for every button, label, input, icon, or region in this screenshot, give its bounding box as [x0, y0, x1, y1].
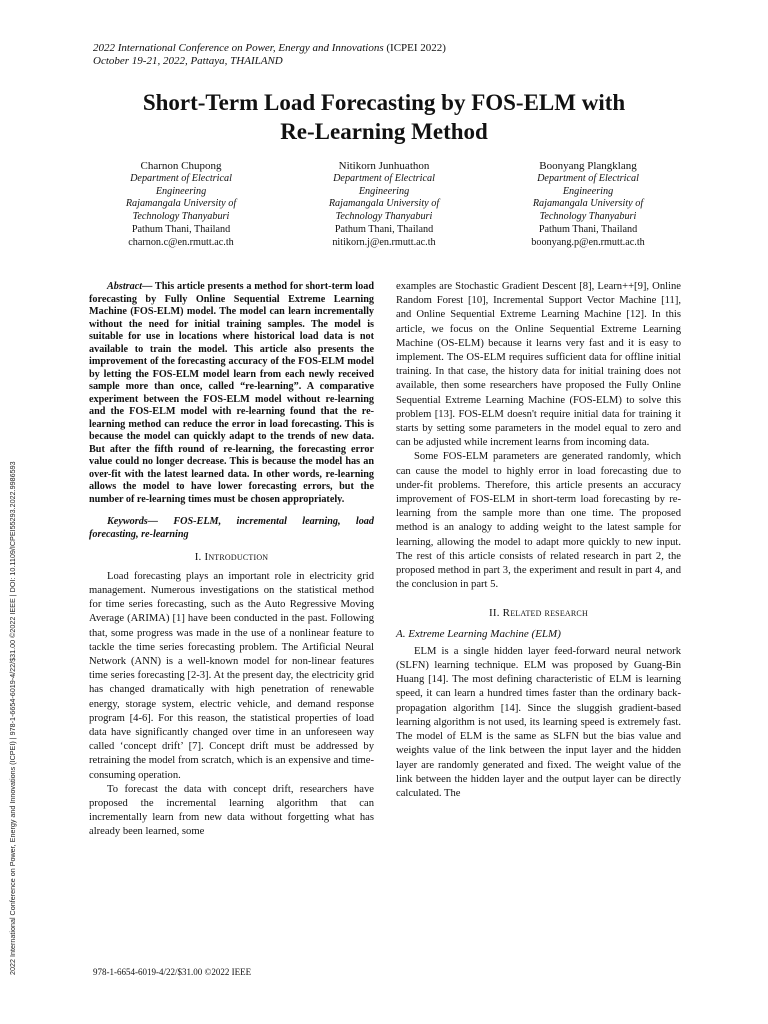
left-column	[89, 281, 374, 840]
right-column	[396, 280, 681, 801]
abstract-label: Abstract	[107, 281, 143, 292]
abstract-text: — This article presents a method for short-term load forecasting by Fully Online Sequential Extreme Learning Machine (FOS-ELM) model. The model can learn incrementally without the need for initial training samples. The model is suitable for use in locations where historical load data is not available to train the model. This article also presents the improvement of the forecasting accuracy of the FOS-ELM model by letting the FOS-ELM model learn from each newly received sample more than once, called “re-learning”. A comparative experiment between the FOS-ELM model without re-learning and the FOS-ELM model with re-learning found that the re-learning method can reduce the error in load forecasting. This is because the model can quickly adapt to the trends of new data. But after the fifth round of re-learning, the forecasting error value could no longer decrease. This is because the model has an over-fit with the latest learned data. In other words, re-learning allows the model to have lower forecasting errors, but the number of re-learning times must be chosen appropriately.	[89, 281, 374, 505]
author-dept-cont: Engineering	[358, 185, 410, 197]
conference-date-place: October 19-21, 2022, Pattaya, THAILAND	[93, 55, 283, 67]
paragraph: To forecast the data with concept drift, researchers have proposed the incremental learning algorithm that can incrementally learn from new data without forgetting what has already been learned, some	[89, 783, 374, 838]
author-dept: Department of Electrical	[537, 172, 639, 184]
author-city: Pathum Thani, Thailand	[334, 223, 434, 235]
author-dept-cont: Engineering	[155, 185, 207, 197]
conference-abbr: (ICPEI 2022)	[386, 42, 446, 54]
paragraph: Some FOS-ELM parameters are generated randomly, which can cause the model to highly error in load forecasting due to under-fit problems. Therefore, this article presents an accuracy improvement of FOS-ELM in short-term load forecasting by re-learning from the sample more than one time. The proposed method is an analogy to adding weight to the latest sample for learning, allowing the model to adapt more quickly to new input. The rest of this article consists of related research in part 2, the proposed method in part 3, the experiment and result in part 4, and the conclusion in part 5.	[396, 451, 681, 591]
author-email: boonyang.p@en.rmutt.ac.th	[531, 236, 645, 248]
author-univ: Rajamangala University of	[328, 198, 440, 210]
paper-title	[60, 88, 708, 146]
author-name: Charnon Chupong	[140, 160, 222, 172]
title-line-1: Short-Term Load Forecasting by FOS-ELM with	[142, 90, 626, 115]
keywords: Keywords— FOS-ELM, incremental learning, load forecasting, re-learning	[89, 516, 374, 540]
author-univ-cont: Technology Thanyaburi	[132, 211, 230, 223]
author-city: Pathum Thani, Thailand	[131, 223, 231, 235]
author-dept: Department of Electrical	[130, 172, 232, 184]
author-3	[503, 160, 673, 250]
author-city: Pathum Thani, Thailand	[538, 223, 638, 235]
copyright-footer: 978-1-6654-6019-4/22/$31.00 ©2022 IEEE	[93, 967, 252, 977]
author-univ: Rajamangala University of	[532, 198, 644, 210]
author-univ-cont: Technology Thanyaburi	[335, 211, 433, 223]
doi-sidebar: 2022 International Conference on Power, Energy and Innovations (ICPEI) | 978-1-6654-6019-4/22/$31.00 ©2022 IEEE | DOI: 10.1109/ICPEI55293.2022.9986593	[8, 461, 17, 975]
author-dept-cont: Engineering	[562, 185, 614, 197]
author-univ: Rajamangala University of	[125, 198, 237, 210]
author-2	[299, 160, 469, 250]
author-email: nitikorn.j@en.rmutt.ac.th	[332, 236, 436, 248]
author-1	[96, 160, 266, 250]
author-email: charnon.c@en.rmutt.ac.th	[128, 236, 234, 248]
author-dept: Department of Electrical	[333, 172, 435, 184]
author-univ-cont: Technology Thanyaburi	[539, 211, 637, 223]
paragraph: ELM is a single hidden layer feed-forward neural network (SLFN) learning technique. ELM was proposed by Guang-Bin Huang [14]. The most defining characteristic of ELM is learning speed, it can learn a hundred times faster than the ordinary back-propagation algorithm [14]. Since the sluggish gradient-based learning algorithm is not used, its learning speed is extremely fast. The model of ELM is the same as SLFN but the bias value and weights value of the link between the input layer and the hidden layer are randomly generated and fixed. The weight value of the link between the hidden layer and the output layer can be directly calculated. The	[396, 645, 681, 799]
subsection-heading-elm: A. Extreme Learning Machine (ELM)	[396, 627, 561, 640]
section-heading-introduction: I. Introduction	[194, 550, 269, 563]
section-heading-related-research: II. Related research	[489, 607, 588, 620]
title-line-2: Re-Learning Method	[280, 119, 488, 144]
abstract	[89, 281, 374, 506]
author-name: Nitikorn Junhuathon	[338, 160, 430, 172]
conference-header	[93, 42, 446, 68]
author-name: Boonyang Plangklang	[539, 160, 637, 172]
conference-name: 2022 International Conference on Power, Energy and Innovations	[93, 42, 384, 54]
paragraph: Load forecasting plays an important role in electricity grid management. Numerous investigations on the statistical method for time series forecasting, such as the Auto Regressive Moving Average (ARIMA) [1] have been conducted in the past. Following that, some progress was made in the use of a nonlinear feature to tackle the time series forecasting problem. The Artificial Neural Network (ANN) is a well-known model for non-linear features time series forecasting [2-3]. At the present day, the electricity grid has changed dramatically with high penetration of renewable energy, storage system, electric vehicle, and demand response program [4-6]. For this reason, the statistical properties of load data have significantly changed over time in an unforeseen way called ‘concept drift’ [7]. Concept drift must be addressed by retraining the model from scratch, which is an expensive and time-consuming operation.	[89, 570, 374, 781]
paragraph: examples are Stochastic Gradient Descent [8], Learn++[9], Online Random Forest [10], Incremental Support Vector Machine [11], and Online Sequential Extreme Learning Machine [12]. In this article, we focus on the Online Sequential Extreme Learning Machine (OS-ELM) because it learns very fast and it is easy to implement. The OS-ELM requires sufficient data for offline initial training. In that case, the history data for initial training does not available, then some researchers have proposed the Fully Online Sequential Extreme Learning Machine (FOS-ELM) to solve this problem [13]. FOS-ELM doesn't require initial data for training it starts by setting some parameters in the model equal to zero and can be adjusted while increment learns from incoming data.	[396, 281, 681, 449]
